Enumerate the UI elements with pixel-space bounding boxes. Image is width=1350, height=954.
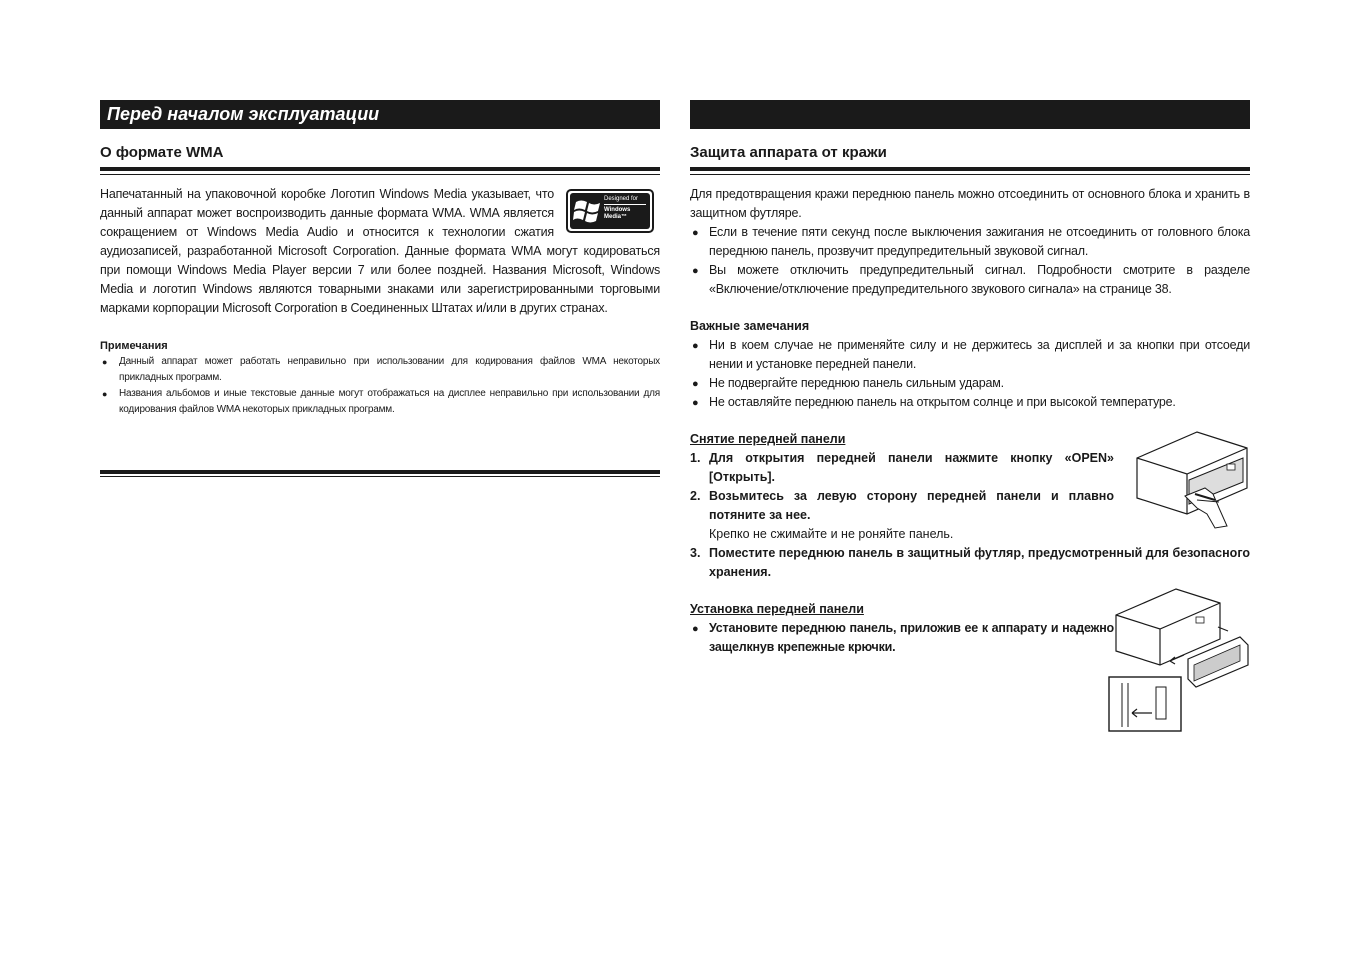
logo-windows: Windows [604,207,631,213]
right-column [690,100,1250,657]
windows-media-logo [566,189,654,233]
step-note: Крепко не сжимайте и не роняйте панель. [709,527,954,541]
title-rule [690,167,1250,175]
list-item: ● Не оставляйте переднюю панель на открытом солнце и при высокой температуре. [690,393,1250,412]
install-title: Установка передней панели [690,602,864,616]
title-rule [100,167,660,175]
list-item: ● Названия альбомов и иные текстовые данные могут отображаться на дисплее неправильно при использовании для кодирования файлов WMA некоторых прикладных программ. [100,386,660,418]
step-number: 2. [690,489,701,503]
logo-product [604,207,646,221]
windows-flag-icon [573,196,603,226]
section-banner: Перед началом эксплуатации [100,100,660,129]
step-number: 3. [690,546,701,560]
step-text: Возьмитесь за левую сторону передней панели и плавно потяните за нее. [709,489,1114,522]
panel-install-illustration [1108,587,1253,732]
section-end-rule [100,470,660,477]
logo-media: Media™ [604,214,628,220]
list-item: ● Не подвергайте переднюю панель сильным ударам. [690,374,1250,393]
important-list [690,336,1250,412]
panel-removal-illustration [1135,430,1250,530]
list-item: ● Если в течение пяти секунд после выключения зажигания не отсоединить от головного блока переднюю панель, прозвучит предупредительный звуковой сигнал. [690,223,1250,261]
theft-intro: Для предотвращения кражи переднюю панель можно отсоединить от основного блока и хранить в защитном футляре. [690,187,1250,220]
theft-section-title: Защита аппарата от кражи [690,144,887,161]
list-item: ● Ни в коем случае не применяйте силу и не держитесь за дисплей и за кнопки при отсоеди нении и установке передней панели. [690,336,1250,374]
step-item [690,544,1250,582]
wma-section-title: О формате WMA [100,144,224,161]
theft-bullets [690,223,1250,299]
step-item [690,449,1114,487]
step-number: 1. [690,451,701,465]
list-item: ● Вы можете отключить предупредительный сигнал. Подробности смотрите в разделе «Включение/отключение предупредительного звукового сигнала» на странице 38. [690,261,1250,299]
list-item: ● Данный аппарат может работать неправильно при использовании для кодирования файлов WMA некоторых прикладных программ. [100,354,660,386]
wma-paragraph: Напечатанный на упаковочной коробке Логотип Windows Media указывает, что данный аппарат может воспроизводить данные формата WMA. WMA является сокращением от Windows Media Audio и относится к технологии сжатия аудиозаписей, разработанной Microsoft Corporation. Данные формата WMA могут кодироваться при помощи Windows Media Player версии 7 или более поздней. Названия Microsoft, Windows Media и логотип Windows являются товарными знаками или зарегистрированными торговыми марками корпорации Microsoft Corporation в Соединенных Штатах и/или в других странах. [100,187,660,315]
logo-designed-for: Designed for [604,196,646,205]
list-item: ● Установите переднюю панель, приложив ее к аппарату и надежно защелкнув крепежные крючки. [690,619,1114,657]
left-column [100,100,660,418]
section-banner-right [690,100,1250,129]
notes-list [100,354,660,418]
step-text: Для открытия передней панели нажмите кнопку «OPEN» [Открыть]. [709,451,1114,484]
important-title: Важные замечания [690,319,810,333]
notes-title: Примечания [100,340,168,352]
removal-title: Снятие передней панели [690,432,846,446]
step-item [690,487,1114,544]
step-text: Поместите переднюю панель в защитный футляр, предусмотренный для безопасного хранения. [709,546,1250,579]
